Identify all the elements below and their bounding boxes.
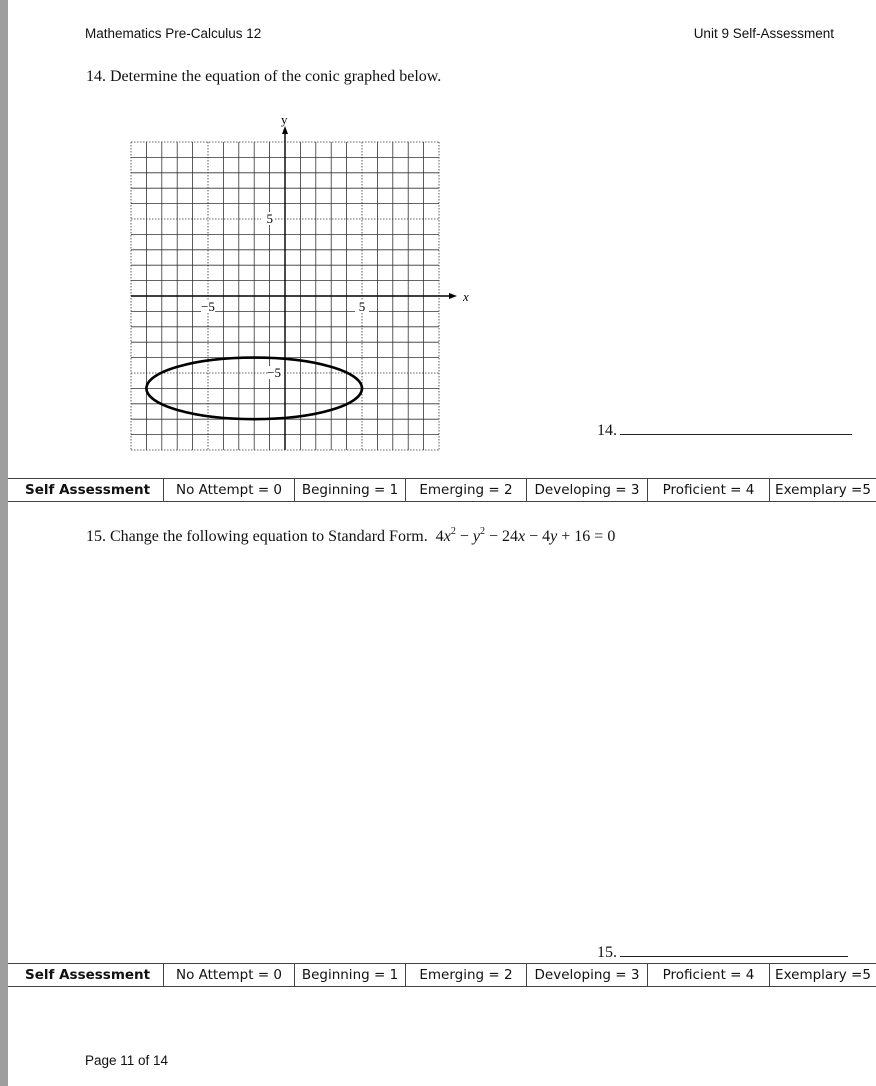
y-axis-arrow [282, 126, 288, 134]
answer-14-label: 14. [597, 422, 617, 439]
rubric-level-5[interactable]: Exemplary =5 [770, 964, 876, 987]
rubric-level-5[interactable]: Exemplary =5 [770, 479, 876, 502]
rubric-level-2[interactable]: Emerging = 2 [406, 479, 527, 502]
tick-label: 5 [266, 211, 273, 226]
answer-15 [597, 944, 848, 962]
page-number: Page 11 of 14 [85, 1053, 169, 1068]
rubric-level-4[interactable]: Proficient = 4 [648, 479, 770, 502]
rubric-level-3[interactable]: Developing = 3 [527, 964, 648, 987]
rubric-level-1[interactable]: Beginning = 1 [295, 964, 406, 987]
question-15-equation: $4x^2 - y^2 - 24x - 4y + 16 = 0$ [435, 526, 616, 545]
viewer-left-edge [0, 0, 8, 1086]
self-assessment-rubric-14 [8, 478, 876, 502]
tick-label: −5 [201, 299, 215, 314]
rubric-level-0[interactable]: No Attempt = 0 [164, 479, 295, 502]
question-15 [86, 528, 615, 546]
rubric-level-4[interactable]: Proficient = 4 [648, 964, 770, 987]
self-assessment-rubric-15 [8, 963, 876, 987]
rubric-title: Self Assessment [8, 964, 164, 987]
rubric-level-2[interactable]: Emerging = 2 [406, 964, 527, 987]
y-axis-label: y [281, 112, 288, 127]
rubric-level-1[interactable]: Beginning = 1 [295, 479, 406, 502]
rubric-title: Self Assessment [8, 479, 164, 502]
course-title: Mathematics Pre-Calculus 12 [85, 26, 262, 41]
rubric-level-3[interactable]: Developing = 3 [527, 479, 648, 502]
tick-label: −5 [267, 365, 281, 380]
tick-label: 5 [358, 299, 366, 314]
answer-14-line[interactable] [620, 422, 852, 435]
x-axis-arrow [449, 293, 457, 299]
answer-14 [597, 422, 852, 440]
question-14-prompt: 14. Determine the equation of the conic graphed below. [86, 68, 442, 85]
conic-graph [124, 110, 469, 456]
answer-15-line[interactable] [620, 944, 848, 957]
question-15-prompt: 15. Change the following equation to Standard Form. [86, 528, 428, 545]
answer-15-label: 15. [597, 944, 617, 961]
rubric-level-0[interactable]: No Attempt = 0 [164, 964, 295, 987]
unit-title: Unit 9 Self-Assessment [693, 26, 834, 41]
x-axis-label: x [463, 289, 469, 304]
